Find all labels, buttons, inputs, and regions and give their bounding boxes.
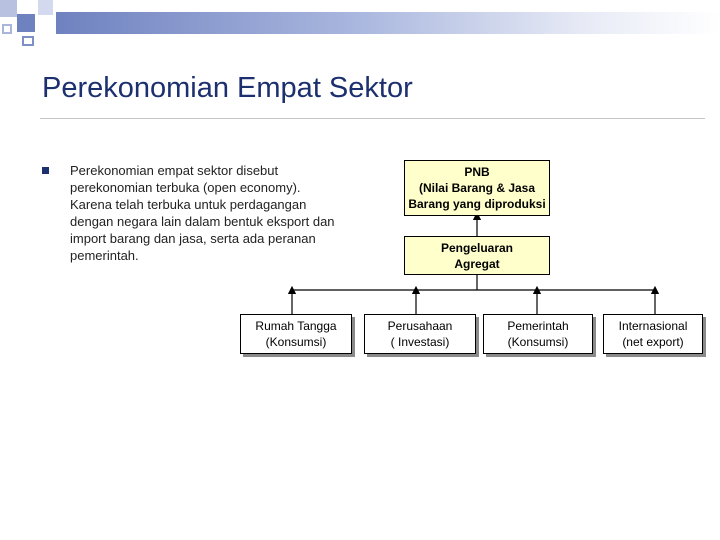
- sector-label: Pemerintah (Konsumsi): [507, 319, 569, 349]
- sector-box-pemerintah: [483, 314, 593, 354]
- bullet-text: Perekonomian empat sektor disebut perekonomian terbuka (open economy). Karena telah terbuka untuk perdagangan dengan negara lain dalam bentuk eksport dan import barang dan jasa, serta ada peranan pemerintah.: [70, 163, 335, 263]
- sector-label: Internasional (net export): [618, 319, 688, 349]
- aggregate-box-label: Pengeluaran Agregat: [440, 240, 514, 271]
- sector-box-perusahaan: [364, 314, 476, 354]
- sector-label: Rumah Tangga (Konsumsi): [255, 319, 337, 349]
- pnb-box-label: PNB (Nilai Barang & Jasa Barang yang diproduksi: [408, 165, 546, 211]
- aggregate-expenditure-box: [404, 236, 550, 275]
- pnb-box: [404, 160, 550, 216]
- sector-box-internasional: [603, 314, 703, 354]
- slide-title: Perekonomian Empat Sektor: [42, 72, 413, 104]
- sector-label: Perusahaan ( Investasi): [387, 319, 453, 349]
- sector-box-rumah-tangga: [240, 314, 352, 354]
